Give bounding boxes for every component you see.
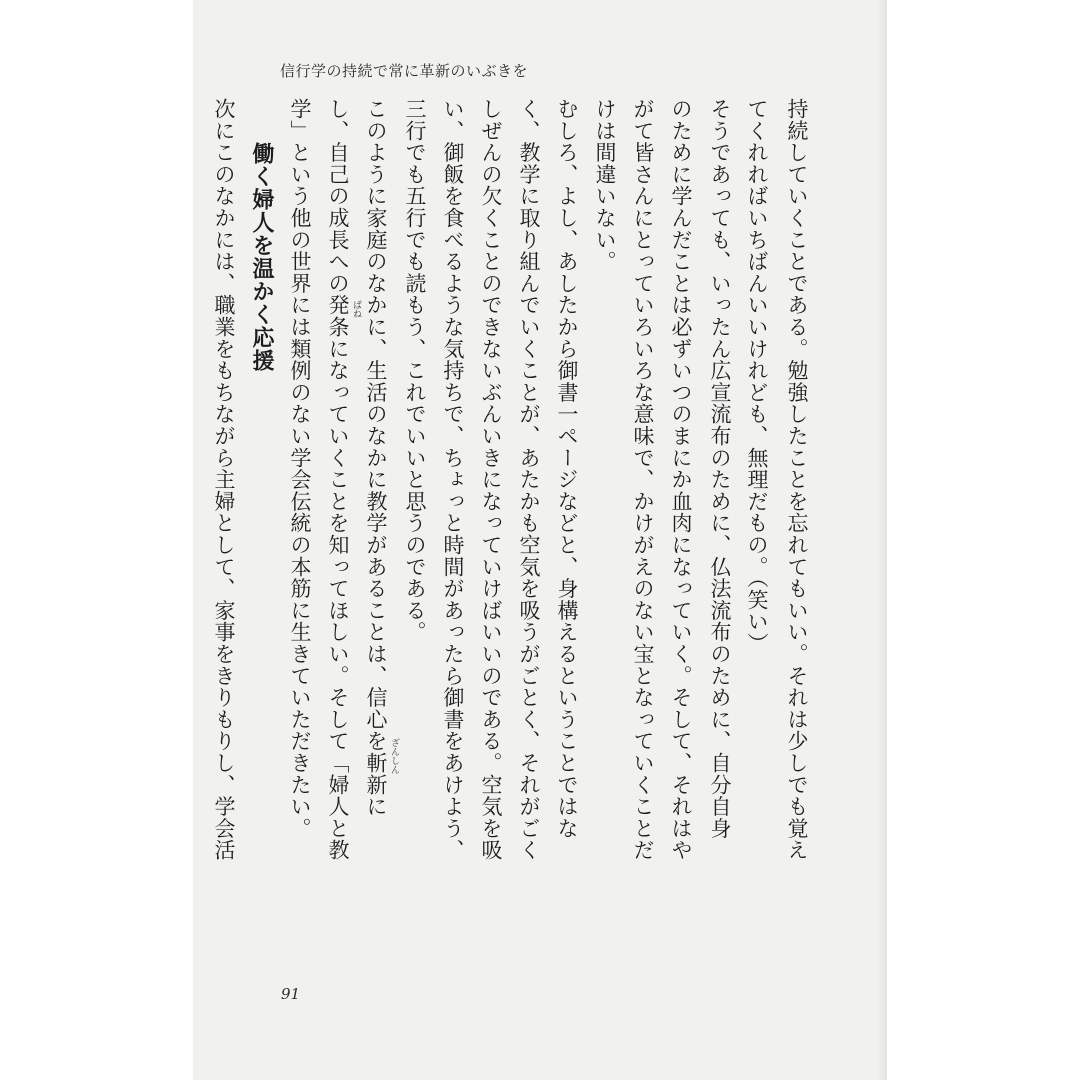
running-header: 信行学の持続で常に革新のいぶきを	[280, 62, 529, 80]
ruby-bane: ばね	[351, 300, 361, 318]
text-column-8: く、教学に取り組んでいくことが、あたかも空気を吸うがごとく、それがごく	[517, 98, 541, 861]
text-column-12: このように家庭のなかに、生活のなかに教学があることは、信心を斬新に	[364, 98, 388, 818]
text-column-3: そうであっても、いったん広宣流布のために、仏法流布のために、自分自身	[708, 98, 732, 840]
text-column-11: 三行でも五行でも読もう、これでいいと思うのである。	[403, 98, 427, 643]
text-column-5: がて皆さんにとっていろいろな意味で、かけがえのない宝となっていくことだ	[631, 98, 655, 861]
text-column-2: てくれればいちばんいいけれども、無理だもの。（笑い）	[745, 98, 769, 655]
text-column-1: 持続していくことである。勉強したことを忘れてもいい。それは少しでも覚え	[785, 98, 809, 861]
section-heading: 働く婦人を温かく応援	[249, 142, 275, 372]
text-column-7: むしろ、よし、あしたから御書一ページなどと、身構えるということではな	[555, 98, 579, 840]
text-column-16: 次にこのなかには、職業をもちながら主婦として、家事をきりもりし、学会活	[212, 98, 236, 861]
text-column-9: しぜんの欠くことのできないぶんいきになっていけばいいのである。空気を吸	[479, 98, 503, 861]
ruby-zanshin: ざんしん	[389, 738, 399, 774]
text-column-13: し、自己の成長への発条になっていくことを知ってほしい。そして「婦人と教	[326, 98, 350, 861]
book-page	[193, 0, 887, 1080]
text-column-4: のために学んだことは必ずいつのまにか血肉になっていく。そして、それはや	[669, 98, 693, 861]
text-column-10: い、御飯を食べるような気持ちで、ちょっと時間があったら御書をあけよう、	[441, 98, 465, 861]
page-edge-shadow	[877, 0, 887, 1080]
text-column-6: けは間違いない。	[593, 98, 617, 273]
page-number: 91	[281, 985, 301, 1003]
text-column-14: 学」という他の世界には類例のない学会伝統の本筋に生きていただきたい。	[288, 98, 312, 840]
